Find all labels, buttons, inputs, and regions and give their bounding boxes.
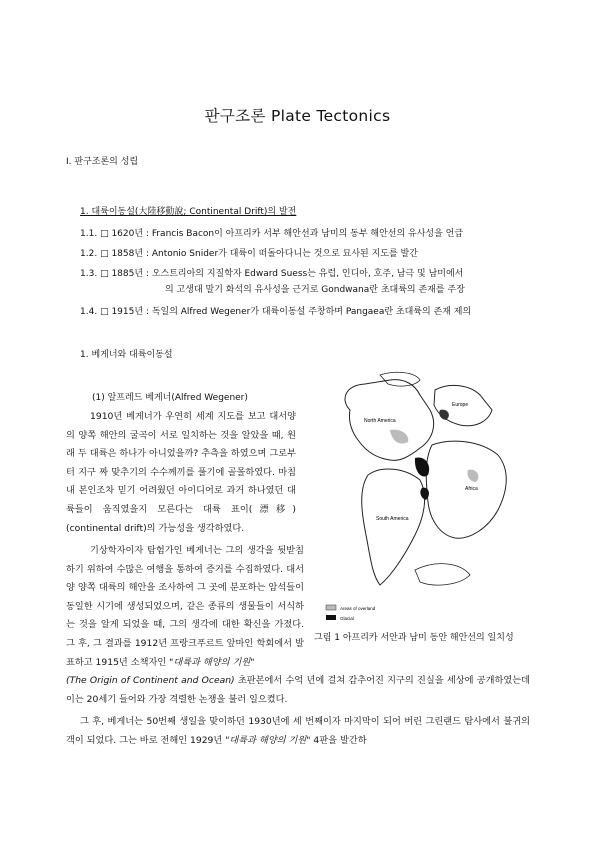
history-item: [80, 306, 471, 318]
history-item-year: 1915년: [111, 307, 144, 317]
history-item: [80, 228, 463, 240]
label-europe: Europe: [452, 402, 469, 408]
legend-label-overland: Areas of overland: [340, 606, 376, 611]
history-item-continuation: 의 고생대 말기 화석의 유사성을 근거로 Gondwana란 초대륙의 존재를 주장: [165, 285, 465, 295]
south-america-shape: [362, 469, 425, 585]
label-north-america: North America: [364, 418, 396, 424]
paragraph-2-text-b: 초판본에서 수억 년에 걸쳐 감추어진 지구의 진실을 세상에 공개하였는데 이는 20세기 들어와 가장 격렬한 논쟁을 불러 일으켰다.: [66, 675, 530, 705]
greenland-shape: [380, 372, 420, 386]
label-africa: Africa: [465, 486, 478, 492]
section-heading-1: Ⅰ. 판구조론의 성립: [66, 157, 139, 167]
history-item-year: 1885년: [111, 269, 144, 279]
book-title-ko-2: "대륙과 해양의 기원": [225, 734, 311, 746]
overlap-area: [390, 430, 408, 444]
paragraph-1: 1910년 베게너가 우연히 세계 지도를 보고 대서양의 양쪽 해안의 굴곡이 서로 일치하는 것을 알았을 때, 원래 두 대륙은 하나가 아니었을까? 추측을 하였으며 그로부터 지구 짜 맞추기의 수수께끼를 풀기에 골몰하였다. 마침내 본인조차 믿기 어려웠던 아이디어로 과거 하나였던 대륙들이 움직였을지 모른다는 대륙 표이(漂移)(continental drift)의 가능성을 생각하였다.: [66, 411, 296, 534]
figure-caption: 그림 1 아프리카 서안과 남미 동안 해안선의 일치성: [314, 633, 514, 643]
checkbox-icon: □: [100, 307, 109, 317]
paragraph-2-continued: [66, 672, 530, 709]
history-item-text: : Francis Bacon이 아프리카 서부 해안선과 남미의 동부 해안선의 유사성을 언급: [145, 229, 464, 239]
checkbox-icon: □: [100, 249, 109, 259]
subsection-heading-wegener: 1. 베게너와 대륙이동설: [80, 350, 173, 360]
antarctica-shape: [415, 564, 470, 585]
label-south-america: South America: [376, 516, 409, 522]
history-item-number: 1.3.: [80, 269, 98, 279]
sub-heading-alfred: (1) 알프레드 베게너(Alfred Wegener): [92, 393, 248, 403]
history-item-year: 1858년: [111, 249, 144, 259]
history-item-number: 1.1.: [80, 229, 98, 239]
history-item-number: 1.4.: [80, 307, 98, 317]
history-item-year: 1620년: [111, 229, 144, 239]
history-item: [80, 268, 463, 280]
paragraph-3: [66, 713, 530, 750]
history-item-text: : 독일의 Alfred Wegener가 대륙이동설 주창하며 Pangaea란 초대륙의 존재 제의: [145, 307, 472, 317]
checkbox-icon: □: [100, 269, 109, 279]
legend-label-glacial: Glacial: [340, 616, 354, 621]
paragraph-2: [66, 542, 304, 672]
pangaea-map-figure: [320, 370, 535, 625]
page-title: 판구조론 Plate Tectonics: [204, 107, 391, 125]
history-item-text: : 오스트리아의 지질학자 Edward Suess는 유럽, 인디아, 호주, 남극 및 남미에서: [145, 269, 464, 279]
overlap-area: [467, 470, 478, 482]
legend-swatch-overland: [326, 605, 336, 610]
subsection-heading-drift: 1. 대륙이동설(大陸移動說; Continental Drift)의 발전: [80, 207, 297, 217]
glacial-area: [439, 410, 449, 420]
history-item: [80, 248, 418, 260]
book-title-en: (The Origin of Continent and Ocean): [66, 675, 235, 686]
paragraph-2-text: 기상학자이자 탐험가인 베게너는 그의 생각을 뒷받침하기 위하여 수많은 여행을 통하여 증거를 수집하였다. 대서양 양쪽 대륙의 해안을 조사하여 그 곳에 분포하는 암석들이 동일한 시기에 생성되었으며, 같은 종류의 생물들이 서식하는 것을 알게 되었을 때, 그의 생각에 대한 확신을 가졌다. 그 후, 그 결과를 1912년 프랑크푸르트 앞마인 학회에서 발표하고 1915년 소책자인: [66, 545, 304, 668]
paragraph-3-text: 그 후, 베게너는 50번째 생일을 맞이하던 1930년에 세 번째이자 마지막이 되어 버린 그린랜드 탐사에서 불귀의 객이 되었다. 그는 바로 전해인 1929년: [66, 716, 530, 746]
legend-swatch-glacial: [326, 615, 336, 620]
history-item-text: : Antonio Snider가 대륙이 떠돌아다니는 것으로 묘사된 지도를 발간: [145, 249, 418, 259]
pangaea-map: [320, 370, 535, 625]
book-title-ko: "대륙과 해양의 기원": [169, 656, 255, 668]
history-item-number: 1.2.: [80, 249, 98, 259]
checkbox-icon: □: [100, 229, 109, 239]
paragraph-3-text-b: 4판을 발간하: [313, 734, 367, 746]
